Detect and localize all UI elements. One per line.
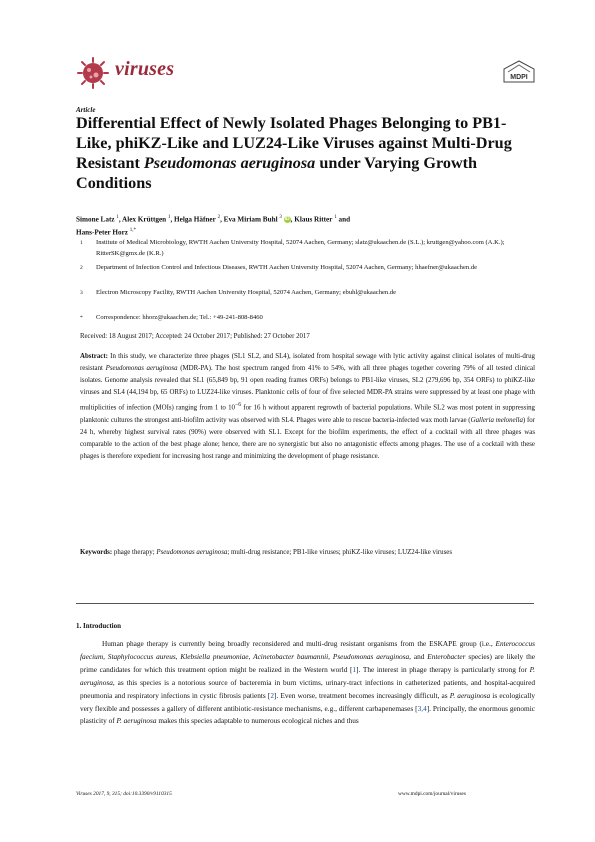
species-name: P. aeruginosa	[449, 690, 491, 700]
keywords-text: ; multi-drug resistance; PB1-like viruses; phiKZ-like viruses; LUZ24-like viruses	[227, 549, 453, 556]
body-text: ]. Even worse, treatment becomes increasingly difficult, as	[274, 690, 450, 700]
author-name: Alex Krüttgen	[122, 215, 167, 224]
correspondence-mark: *	[80, 315, 83, 321]
author-name: Eva Miriam Buhl	[223, 215, 278, 224]
citation-link[interactable]: 3,4	[417, 703, 427, 713]
author-affil-mark: 1	[116, 215, 119, 220]
body-text: ]. Principally, the enormous genomic plasticity of	[80, 703, 535, 726]
introduction-paragraph	[80, 638, 535, 728]
title-text: Differential Effect of Newly Isolated Phages Belonging to PB1-Like, phiKZ-Like and LUZ24-Like Viruses against Multi-Drug Resistant	[76, 114, 512, 172]
footer-citation	[76, 791, 172, 797]
author-name: Helga Häfner	[174, 215, 216, 224]
abstract	[80, 351, 535, 463]
title-text-end: under Varying Growth Conditions	[76, 154, 478, 192]
abstract-species: Pseudomonas aeruginosa	[105, 365, 178, 373]
body-text: Human phage therapy is currently being broadly reconsidered and multi-drug resistant organisms from the ESKAPE group (i.e.,	[102, 639, 496, 648]
abstract-exponent: −6	[234, 402, 242, 409]
keywords-label: Keywords:	[80, 549, 113, 556]
affiliation-3	[80, 288, 540, 299]
abstract-text: ) for 24 h, whereby highest survival rates (90%) were observed with SL1. Except for the biofilm experiments, the effect of a cocktail with all three phages was comparable to the action of the best phage alone; hence, there are no synergistic but also no antagonistic effects among phages. The use of a cocktail with these phages is therefore expedient for increasing host range and minimizing the development of phage resistance.	[80, 416, 535, 461]
species-name: P. aeruginosa	[80, 664, 535, 687]
mdpi-logo-text: MDPI	[510, 74, 528, 81]
correspondence-text: Correspondence: hhorz@ukaachen.de; Tel.: +49-241-808-8460	[96, 314, 263, 321]
affiliation-text: Department of Infection Control and Infectious Diseases, RWTH Aachen University Hospital, 52074 Aachen, Germany; hhaefner@ukaachen.de	[96, 264, 478, 271]
abstract-text: for 16 h without apparent regrowth of bacterial populations. While SL2 was most potent in suppressing planktonic cultures the strongest anti-biofilm activity was observed with SL4. Phages were able to rescue bacteria-infected wax moth larvae (	[80, 404, 536, 424]
body-text: ]. The interest in phage therapy is particularly strong for	[356, 664, 530, 674]
journal-name: viruses	[115, 58, 175, 80]
author-affil-mark: 1	[334, 215, 337, 220]
body-text: , as this species is a notorious source of bacteremia in burn victims, urinary-tract infections in catheterized patients, and hospital-acquired pneumonia and respiratory infections in cystic fibrosis patients [	[80, 677, 535, 700]
title-species: Pseudomonas aeruginosa	[143, 154, 316, 172]
body-text: species) are likely the prime candidates for which this treatment option might be realized in the Western world [	[80, 651, 535, 674]
mdpi-logo-icon	[502, 60, 536, 84]
section-heading: 1. Introduction	[76, 622, 121, 630]
species-name: P. aeruginosa	[116, 716, 157, 726]
author-affil-mark: 3	[279, 215, 282, 220]
affiliation-1	[80, 238, 540, 259]
body-text: and	[410, 651, 428, 661]
keywords-text: phage therapy;	[112, 549, 157, 556]
author-affil-mark: 2	[217, 215, 221, 220]
author-name: Simone Latz	[76, 215, 115, 224]
author-affil-mark: 1,*	[129, 228, 137, 234]
keywords-species: Pseudomonas aeruginosa	[156, 549, 228, 556]
body-text: makes this species adaptable to numerous ecological niches and thus	[156, 716, 359, 726]
abstract-text: (MDR-PA). The host spectrum ranged from 41% to 54%, with all three phages together covering 79% of all tested clinical isolates. Genome analysis revealed that SL1 (65,849 bp, 91 open reading frames ORFs) belongs to PB1-like viruses, SL2 (279,696 bp, 354 ORFs) to phiKZ-like viruses and SL4 (44,194 bp, 65 ORFs) to LUZ24-like viruses. Planktonic cells of four of five selected MDR-PA strains were suppressed by at least one phage with multiplicities of infection (MOIs) ranging from 1 to 10	[80, 365, 536, 412]
author-name: Hans-Peter Horz	[76, 228, 128, 237]
keywords	[80, 547, 535, 559]
affiliation-number: 2	[80, 265, 83, 271]
author-affil-mark: 1	[167, 215, 171, 220]
affiliation-2	[80, 263, 540, 274]
journal-logo-icon	[76, 56, 110, 90]
article-type: Article	[76, 106, 96, 114]
publication-dates: Received: 18 August 2017; Accepted: 24 October 2017; Published: 27 October 2017	[80, 333, 310, 340]
author-name: Klaus Ritter	[294, 215, 333, 224]
abstract-text: In this study, we characterize three phages (SL1 SL2, and SL4), isolated from hospital sewage with lytic activity against clinical isolates of multi-drug resistant	[80, 353, 535, 373]
abstract-species: Galleria melonella	[470, 416, 523, 424]
species-list: Enterococcus faecium, Staphylococcus aureus, Klebsiella pneumoniae, Acinetobacter baumannii, Pseudomonas aeruginosa,	[80, 639, 535, 661]
citation-link[interactable]: 2	[270, 690, 274, 700]
orcid-icon[interactable]: iD	[284, 216, 290, 223]
author-list: Simone Latz $^1$, Alex Krüttgen $^1$, Helga Häfner $^2$, Eva Miriam Buhl $^3$ iD, Klaus Ritter $^1$ and Hans-Peter Horz $^{1,*}$	[76, 215, 351, 237]
species-name: Enterobacter	[427, 651, 466, 661]
body-text: is ecologically very flexible and possesses a gallery of different antibiotic-resistance mechanisms, e.g., different carbapenemases [	[80, 690, 535, 713]
affiliation-number: 3	[80, 290, 83, 296]
abstract-label: Abstract:	[80, 353, 108, 360]
footer-citation-text: Viruses 2017, 9, 315; doi:10.3390/v9110315	[76, 791, 172, 797]
citation-link[interactable]: 1	[352, 664, 357, 674]
correspondence	[80, 313, 540, 324]
section-divider	[76, 603, 534, 604]
affiliation-text: Institute of Medical Microbiology, RWTH Aachen University Hospital, 52074 Aachen, Germany; slatz@ukaachen.de (S.L.); kruttgen@yahoo.com (A.K.); RitterSK@gmx.de (K.R.)	[96, 239, 505, 257]
affiliation-number: 1	[80, 240, 83, 246]
affiliation-text: Electron Microscopy Facility, RWTH Aachen University Hospital, 52074 Aachen, Germany; ebuhl@ukaachen.de	[96, 289, 397, 296]
paper-title	[76, 113, 536, 193]
footer-url[interactable]: www.mdpi.com/journal/viruses	[398, 791, 466, 797]
